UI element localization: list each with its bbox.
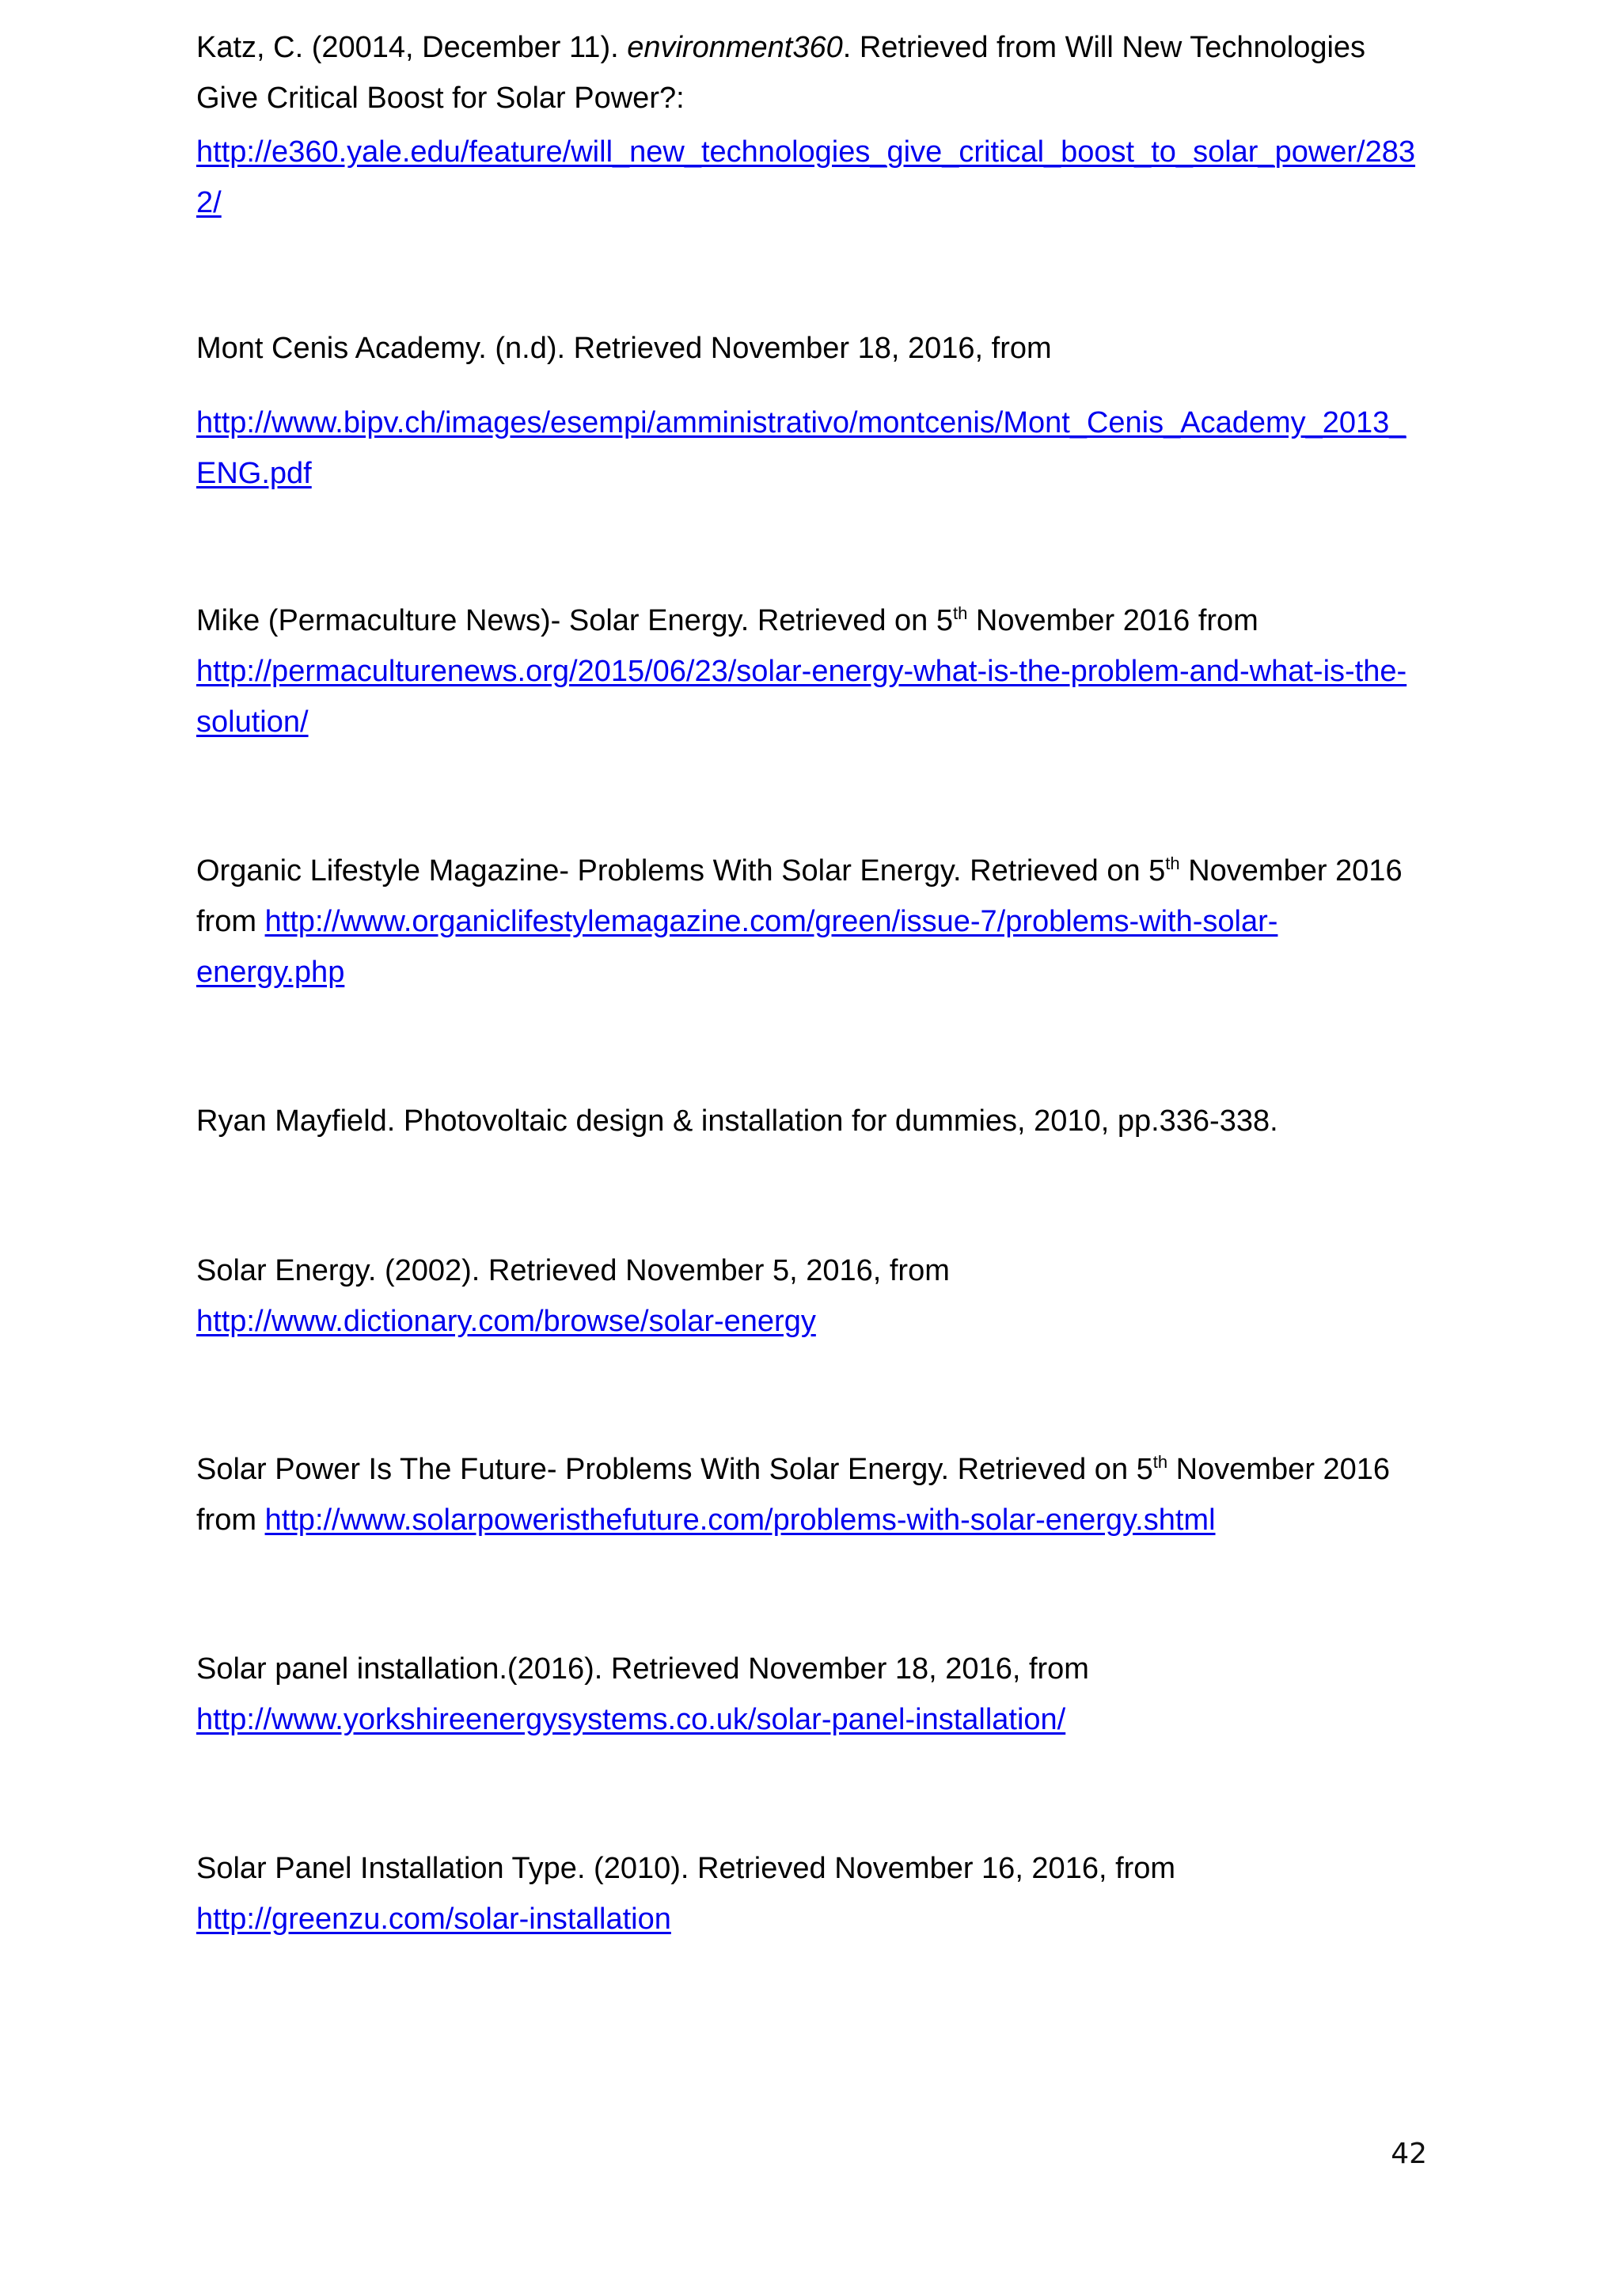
ordinal-superscript: th [1152, 1452, 1168, 1472]
reference-katz [196, 22, 1415, 228]
page-number: 42 [1391, 2138, 1427, 2170]
reference-link[interactable]: http://e360.yale.edu/feature/will_new_technologies_give_critical_boost_to_solar_power/283 [196, 135, 1416, 169]
reference-text: Ryan Mayfield. Photovoltaic design & installation for dummies, 2010, pp.336-338. [196, 1104, 1278, 1138]
reference-organic-lifestyle [196, 846, 1415, 998]
reference-text-part: Solar Power Is The Future- Problems With Solar Energy. Retrieved on 5 [196, 1453, 1153, 1486]
reference-text-part: November 2016 [1179, 854, 1403, 888]
reference-mont-cenis [196, 323, 1415, 499]
reference-text [196, 1444, 1415, 1495]
reference-link[interactable]: http://www.dictionary.com/browse/solar-energy [196, 1305, 816, 1338]
reference-text: Solar Panel Installation Type. (2010). Retrieved November 16, 2016, from [196, 1852, 1176, 1885]
reference-text [196, 595, 1415, 646]
reference-text: Give Critical Boost for Solar Power?: [196, 82, 685, 115]
reference-mike [196, 595, 1415, 747]
reference-solar-energy [196, 1245, 1415, 1347]
reference-solar-future [196, 1444, 1415, 1545]
reference-text [196, 22, 1415, 73]
reference-link[interactable]: http://www.bipv.ch/images/esempi/amministrativo/montcenis/Mont_Cenis_Academy_2013_ [196, 406, 1407, 439]
reference-text-part: Mike (Permaculture News)- Solar Energy. Retrieved on 5 [196, 604, 953, 637]
reference-panel-installation [196, 1644, 1415, 1745]
reference-link[interactable]: http://www.yorkshireenergysystems.co.uk/solar-panel-installation/ [196, 1703, 1066, 1736]
reference-text-part: Organic Lifestyle Magazine- Problems With Solar Energy. Retrieved on 5 [196, 854, 1166, 888]
reference-text-part: . Retrieved from Will New Technologies [842, 31, 1366, 64]
reference-link[interactable]: energy.php [196, 956, 345, 989]
reference-link[interactable]: http://www.organiclifestylemagazine.com/green/issue-7/problems-with-solar- [264, 905, 1278, 938]
ordinal-superscript: th [1165, 853, 1180, 873]
reference-text [196, 1495, 1415, 1545]
reference-text: Solar panel installation.(2016). Retrieved November 18, 2016, from [196, 1652, 1089, 1686]
reference-link[interactable]: solution/ [196, 705, 309, 739]
reference-link[interactable]: 2/ [196, 186, 222, 219]
reference-link[interactable]: http://permaculturenews.org/2015/06/23/solar-energy-what-is-the-problem-and-what-is-the- [196, 655, 1407, 688]
reference-text-part: from [196, 905, 265, 938]
reference-text [196, 896, 1415, 947]
reference-panel-type [196, 1843, 1415, 1944]
reference-link[interactable]: http://greenzu.com/solar-installation [196, 1903, 671, 1936]
reference-text: Mont Cenis Academy. (n.d). Retrieved November 18, 2016, from [196, 332, 1052, 365]
reference-mayfield [196, 1096, 1415, 1146]
reference-text [196, 846, 1415, 896]
reference-text-part: November 2016 [1167, 1453, 1391, 1486]
reference-text-part: from [196, 1503, 265, 1537]
reference-link[interactable]: http://www.solarpoweristhefuture.com/problems-with-solar-energy.shtml [264, 1503, 1216, 1537]
reference-text-part: November 2016 from [967, 604, 1258, 637]
reference-text: Solar Energy. (2002). Retrieved November 5, 2016, from [196, 1254, 950, 1287]
reference-text-part: Katz, C. (20014, December 11). [196, 31, 628, 64]
reference-source-title: environment360 [627, 31, 843, 64]
reference-link[interactable]: ENG.pdf [196, 457, 312, 490]
ordinal-superscript: th [952, 603, 968, 623]
